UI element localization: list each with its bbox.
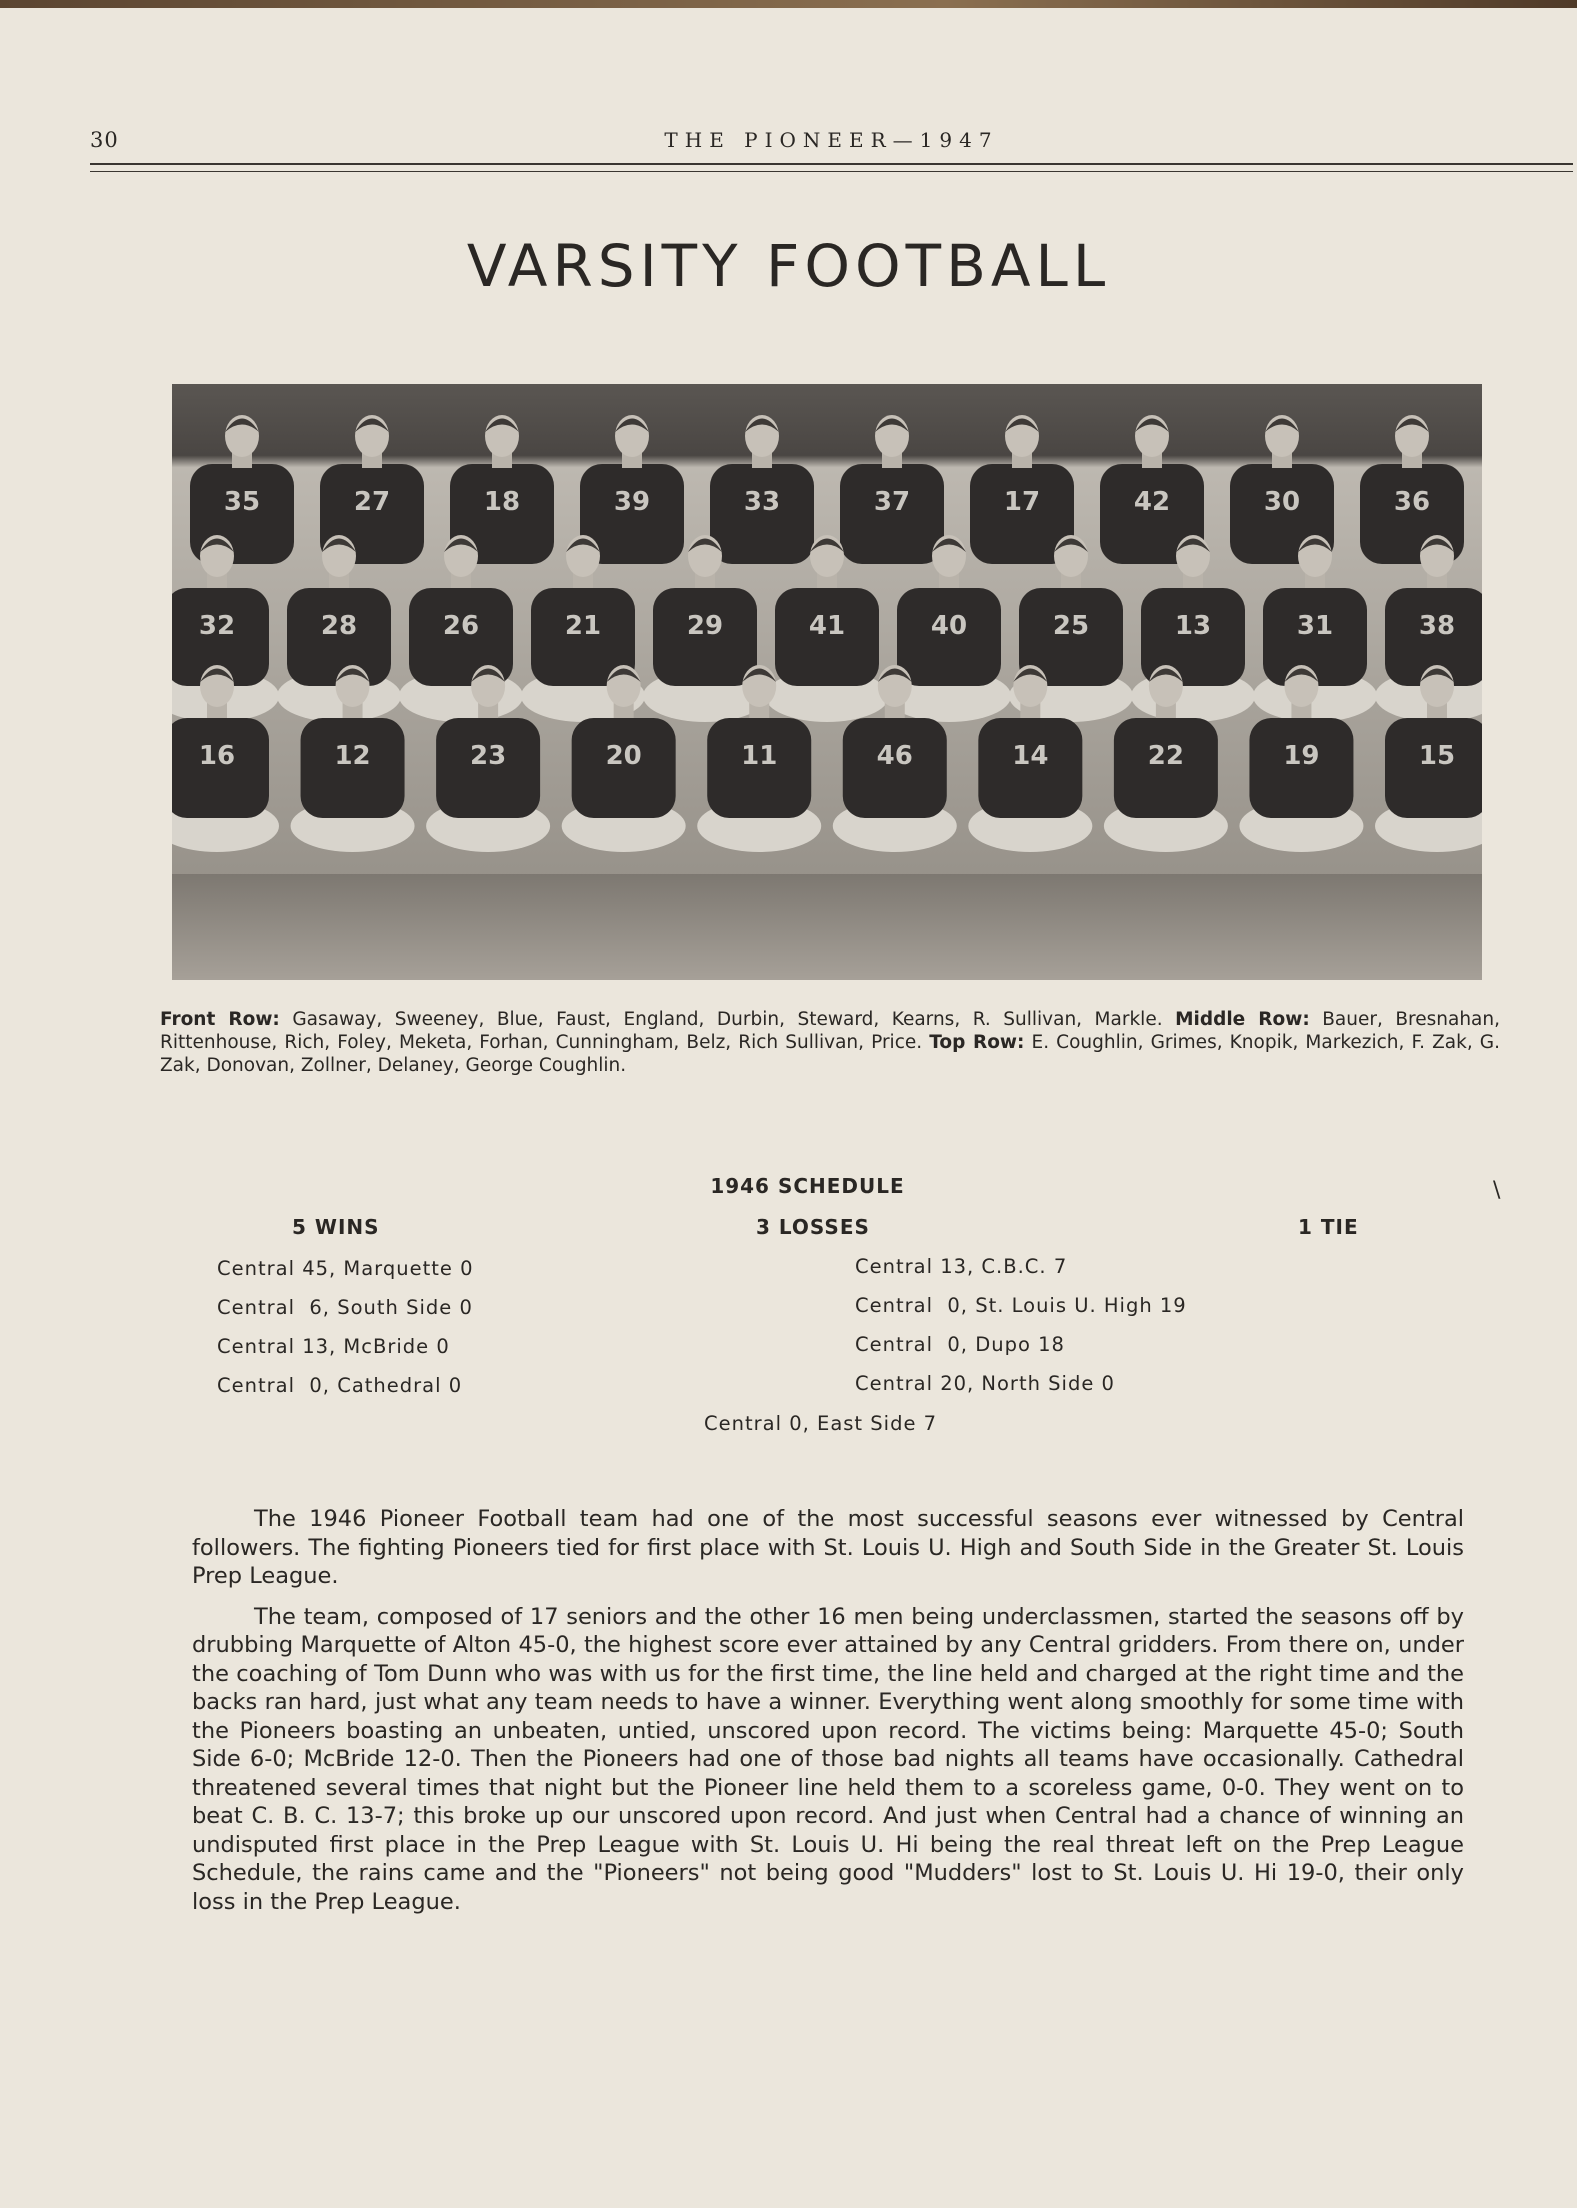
header-rule-thick: [90, 163, 1573, 165]
jersey-number: 14: [1012, 741, 1049, 771]
jersey-number: 21: [564, 611, 602, 641]
jersey-number: 17: [1003, 487, 1041, 517]
jersey-number: 33: [743, 487, 781, 517]
schedule-left-game: Central 45, Marquette 0: [217, 1257, 474, 1280]
jersey-number: 36: [1393, 487, 1431, 517]
jersey-number: 15: [1418, 741, 1456, 771]
jersey-number: 38: [1418, 611, 1456, 641]
jersey-number: 26: [442, 611, 480, 641]
jersey-number: 22: [1147, 741, 1184, 771]
jersey-number: 18: [483, 487, 521, 517]
ground: [172, 874, 1482, 980]
page-title: VARSITY FOOTBALL: [466, 232, 1111, 300]
jersey-number: 23: [470, 741, 507, 771]
article-paragraph: The team, composed of 17 seniors and the other 16 men being underclassmen, started the seasons off by drubbing Marquette of Alton 45-0, the highest score ever attained by any Central gridders. From there on, under the coaching of Tom Dunn who was with us for the first time, the line held and charged at the right time and the backs ran hard, just what any team needs to have a winner. Everything went along smoothly for some time with the Pioneers boasting an unbeaten, untied, unscored upon record. The victims being: Marquette 45-0; South Side 6-0; McBride 12-0. Then the Pioneers had one of those bad nights all teams have occasionally. Cathedral threatened several times that night but the Pioneer line held them to a scoreless game, 0-0. They went on to beat C. B. C. 13-7; this broke up our unscored upon record. And just when Central had a chance of winning an undisputed first place in the Prep League with St. Louis U. Hi being the real threat left on the Prep League Schedule, the rains came and the "Pioneers" not being good "Mudders" lost to St. Louis U. Hi 19-0, their only loss in the Prep League.: [192, 1603, 1464, 1915]
caption-front-label: Front Row:: [160, 1009, 280, 1030]
schedule-right-game: Central 13, C.B.C. 7: [855, 1255, 1068, 1278]
jersey-number: 16: [198, 741, 236, 771]
jersey-number: 29: [686, 611, 724, 641]
caption-top-label: Top Row:: [929, 1032, 1025, 1053]
jersey-number: 37: [873, 487, 911, 517]
jersey-number: 46: [876, 741, 913, 771]
schedule-right-game: Central 20, North Side 0: [855, 1372, 1115, 1395]
jersey-number: 39: [613, 487, 651, 517]
photo-caption: [160, 1008, 1500, 1077]
article-paragraph: The 1946 Pioneer Football team had one of the most successful seasons ever witnessed by Central followers. The fighting Pioneers tied for first place with St. Louis U. High and South Side in the Greater St. Louis Prep League.: [192, 1506, 1464, 1589]
team-photo-canvas: [172, 384, 1482, 980]
schedule-right-game: Central 0, Dupo 18: [855, 1333, 1065, 1356]
schedule-ties-label: 1 TIE: [1298, 1215, 1359, 1239]
caption-middle-names: Bauer, Bresnahan, Rittenhouse, Rich, Foley, Meketa, Forhan, Cunningham, Belz, Rich Sullivan, Price.: [160, 1009, 1501, 1053]
schedule-left-game: Central 13, McBride 0: [217, 1335, 450, 1358]
jersey-number: 32: [198, 611, 236, 641]
running-head: THE PIONEER—1947: [664, 128, 999, 152]
schedule-losses-label: 3 LOSSES: [756, 1215, 870, 1239]
jersey-number: 25: [1052, 611, 1090, 641]
jersey-number: 28: [320, 611, 358, 641]
schedule-right-game: Central 0, St. Louis U. High 19: [855, 1294, 1187, 1317]
page-top-edge: [0, 0, 1577, 8]
jersey-number: 31: [1296, 611, 1334, 641]
page-number: 30: [90, 128, 119, 152]
page-header: [90, 128, 1573, 158]
schedule-wins-label: 5 WINS: [292, 1215, 380, 1239]
jersey-number: 40: [930, 611, 968, 641]
article-body: [192, 1505, 1464, 1928]
header-rule-thin: [90, 171, 1573, 172]
jersey-number: 20: [605, 741, 642, 771]
jersey-number: 13: [1174, 611, 1212, 641]
schedule-left-game: Central 6, South Side 0: [217, 1296, 473, 1319]
schedule-center-game: Central 0, East Side 7: [704, 1412, 938, 1435]
schedule-title: 1946 SCHEDULE: [710, 1174, 905, 1198]
stray-mark: \: [1493, 1178, 1501, 1203]
jersey-number: 27: [353, 487, 391, 517]
jersey-number: 42: [1133, 487, 1171, 517]
jersey-number: 41: [808, 611, 846, 641]
caption-front-names: Gasaway, Sweeney, Blue, Faust, England, Durbin, Steward, Kearns, R. Sullivan, Markle.: [279, 1009, 1176, 1030]
jersey-number: 12: [334, 741, 371, 771]
team-photo: [172, 384, 1482, 980]
jersey-number: 11: [741, 741, 778, 771]
caption-top-names: E. Coughlin, Grimes, Knopik, Markezich, F. Zak, G. Zak, Donovan, Zollner, Delaney, George Coughlin.: [160, 1032, 1501, 1076]
jersey-number: 35: [223, 487, 261, 517]
caption-middle-label: Middle Row:: [1175, 1009, 1310, 1030]
schedule-left-game: Central 0, Cathedral 0: [217, 1374, 463, 1397]
jersey-number: 19: [1283, 741, 1320, 771]
jersey-number: 30: [1263, 487, 1301, 517]
